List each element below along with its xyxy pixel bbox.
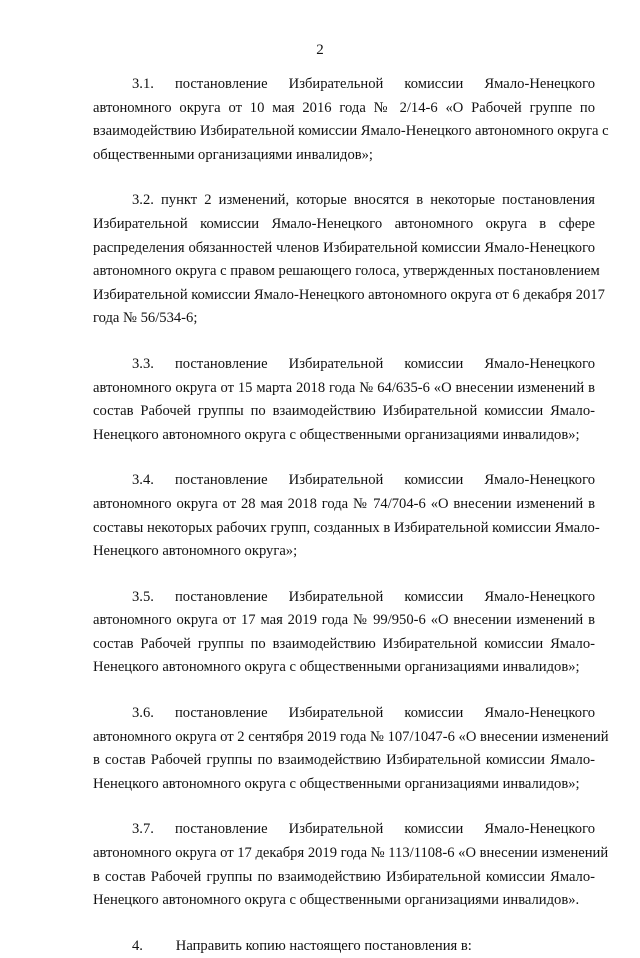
paragraph-line: 3.3. постановление Избирательной комиссии Ямало-Ненецкого <box>132 355 595 372</box>
paragraph-line: 3.1. постановление Избирательной комиссии Ямало-Ненецкого <box>132 76 595 92</box>
paragraph-line: Ненецкого автономного округа с общественными организациями инвалидов»; <box>93 659 580 676</box>
paragraph-3-6 <box>93 702 609 796</box>
paragraph-3-7 <box>93 818 609 912</box>
paragraph-line: составы некоторых рабочих групп, созданных в Избирательной комиссии Ямало- <box>93 519 600 536</box>
paragraph-line: Ненецкого автономного округа с общественными организациями инвалидов»; <box>93 426 580 443</box>
paragraph-3-2 <box>93 189 605 331</box>
paragraph-line: 3.2. пункт 2 изменений, которые вносятся в некоторые постановления <box>132 192 595 209</box>
paragraph-line: состав Рабочей группы по взаимодействию Избирательной комиссии Ямало- <box>93 403 595 420</box>
paragraph-line: автономного округа с правом решающего голоса, утвержденных постановлением <box>93 263 600 280</box>
paragraph-3-4 <box>93 469 600 563</box>
paragraph-line: автономного округа от 17 декабря 2019 года № 113/1108-6 «О внесении изменений <box>93 845 609 862</box>
paragraph-3-1 <box>93 73 609 167</box>
paragraph-line: автономного округа от 10 мая 2016 года № 2/14-6 «О Рабочей группе по <box>93 99 595 116</box>
paragraph-line: автономного округа от 15 марта 2018 года № 64/635-6 «О внесении изменений в <box>93 379 595 396</box>
paragraph-line: Избирательной комиссии Ямало-Ненецкого автономного округа в сфере <box>93 215 595 232</box>
paragraph-line: автономного округа от 2 сентября 2019 года № 107/1047-6 «О внесении изменений <box>93 728 609 745</box>
paragraph-line: Избирательной комиссии Ямало-Ненецкого автономного округа от 6 декабря 2017 <box>93 286 605 303</box>
page-number: 2 <box>316 42 324 58</box>
paragraph-line: Ненецкого автономного округа с общественными организациями инвалидов»; <box>93 775 580 792</box>
paragraph-line: Ненецкого автономного округа с общественными организациями инвалидов». <box>93 892 580 909</box>
paragraph-line: распределения обязанностей членов Избирательной комиссии Ямало-Ненецкого <box>93 239 595 256</box>
paragraph-line: автономного округа от 17 мая 2019 года № 99/950-6 «О внесении изменений в <box>93 612 595 629</box>
paragraph-line: 3.4. постановление Избирательной комиссии Ямало-Ненецкого <box>132 472 595 489</box>
paragraph-4 <box>93 935 595 958</box>
paragraph-line: автономного округа от 28 мая 2018 года № 74/704-6 «О внесении изменений в <box>93 495 595 512</box>
paragraph-line: взаимодействию Избирательной комиссии Ямало-Ненецкого автономного округа с <box>93 123 609 140</box>
paragraph-line: года № 56/534-6; <box>93 310 198 327</box>
paragraph-3-5 <box>93 586 595 680</box>
paragraph-line: 3.7. постановление Избирательной комиссии Ямало-Ненецкого <box>132 821 595 838</box>
document-body <box>93 73 609 958</box>
paragraph-line: 4. Направить копию настоящего постановления в: <box>132 937 472 954</box>
paragraph-line: Ненецкого автономного округа»; <box>93 543 298 560</box>
paragraph-line: 3.5. постановление Избирательной комиссии Ямало-Ненецкого <box>132 588 595 605</box>
paragraph-line: 3.6. постановление Избирательной комиссии Ямало-Ненецкого <box>132 705 595 722</box>
paragraph-line: в состав Рабочей группы по взаимодействию Избирательной комиссии Ямало- <box>93 752 595 769</box>
paragraph-3-3 <box>93 353 595 447</box>
paragraph-line: общественными организациями инвалидов»; <box>93 146 373 163</box>
paragraph-line: в состав Рабочей группы по взаимодействию Избирательной комиссии Ямало- <box>93 868 595 885</box>
paragraph-line: состав Рабочей группы по взаимодействию Избирательной комиссии Ямало- <box>93 635 595 652</box>
